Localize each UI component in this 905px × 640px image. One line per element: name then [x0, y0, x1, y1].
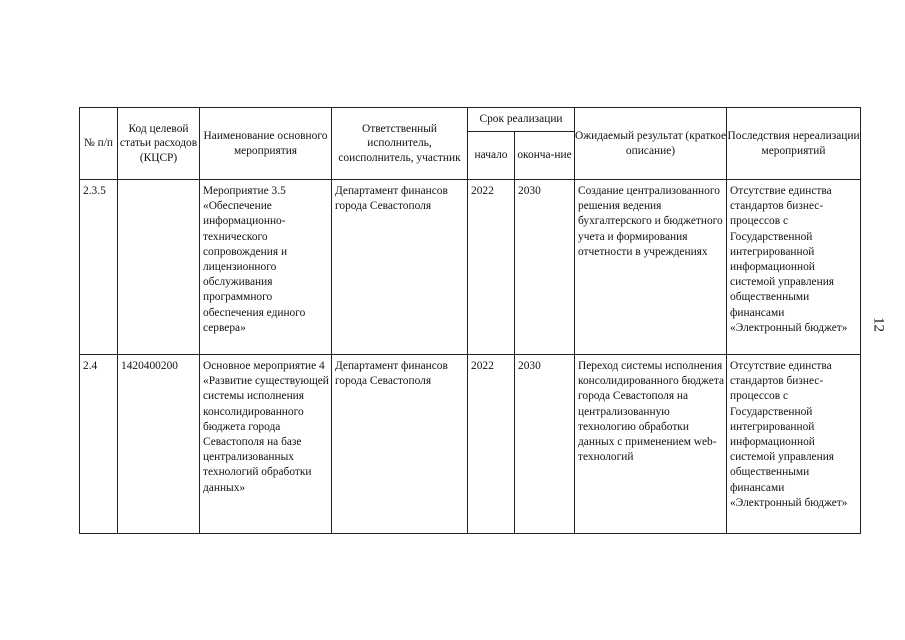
header-end: оконча-ние [515, 132, 575, 180]
row-name: Основное мероприятие 4 «Развитие существующей системы исполнения консолидированного бюджета города Севастополя на базе централизованных технологий обработки данных» [200, 355, 332, 534]
row-start: 2022 [468, 355, 515, 534]
table-row [80, 180, 861, 355]
header-start: начало [468, 132, 515, 180]
row-name: Мероприятие 3.5 «Обеспечение информационно-технического сопровождения и лицензионного обслуживания программного обеспечения единого сервера» [200, 180, 332, 355]
row-num: 2.4 [80, 355, 118, 534]
header-responsible: Ответственный исполнитель, соисполнитель, участник [332, 108, 468, 180]
row-responsible: Департамент финансов города Севастополя [332, 180, 468, 355]
header-num: № п/п [80, 108, 118, 180]
page-number: 12 [870, 317, 887, 332]
row-end: 2030 [515, 355, 575, 534]
row-responsible: Департамент финансов города Севастополя [332, 355, 468, 534]
row-code [118, 180, 200, 355]
activities-table [79, 107, 861, 534]
row-start: 2022 [468, 180, 515, 355]
row-result: Переход системы исполнения консолидированного бюджета города Севастополя на централизованную технологию обработки данных с применением web-технологий [575, 355, 727, 534]
row-end: 2030 [515, 180, 575, 355]
row-result: Создание централизованного решения ведения бухгалтерского и бюджетного учета и формирования отчетности в учреждениях [575, 180, 727, 355]
header-consequences: Последствия нереализации мероприятий [727, 108, 861, 180]
row-num: 2.3.5 [80, 180, 118, 355]
header-term: Срок реализации [468, 108, 575, 132]
row-code: 1420400200 [118, 355, 200, 534]
row-consequences: Отсутствие единства стандартов бизнес-процессов с Государственной интегрированной информационной системой управления общественными финансами «Электронный бюджет» [727, 355, 861, 534]
header-code: Код целевой статьи расходов (КЦСР) [118, 108, 200, 180]
table-row [80, 355, 861, 534]
row-consequences: Отсутствие единства стандартов бизнес-процессов с Государственной интегрированной информационной системой управления общественными финансами «Электронный бюджет» [727, 180, 861, 355]
header-name: Наименование основного мероприятия [200, 108, 332, 180]
header-result: Ожидаемый результат (краткое описание) [575, 108, 727, 180]
